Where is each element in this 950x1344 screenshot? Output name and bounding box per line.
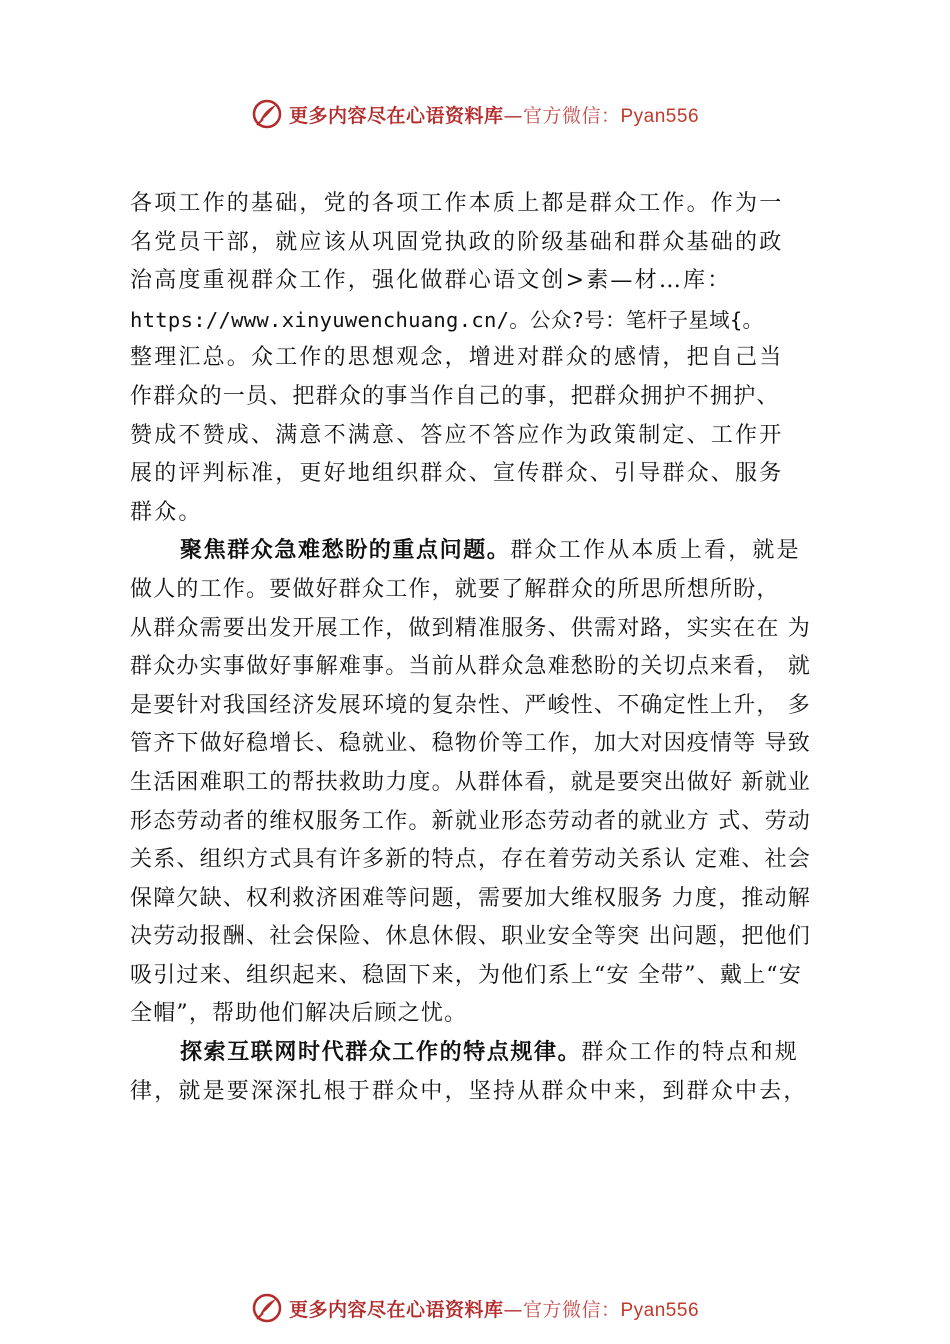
quill-logo-icon bbox=[251, 98, 283, 130]
text-line: 生活困难职工的帮扶救助力度。从群体看，就是要突出做好 新就业 bbox=[130, 769, 811, 795]
text-line: 做人的工作。要做好群众工作，就要了解群众的所思所想所盼， bbox=[130, 576, 780, 602]
text-line: 关系、组织方式具有许多新的特点，存在着劳动关系认 定难、社会 bbox=[130, 847, 811, 873]
text-line: 作群众的一员、把群众的事当作自己的事，把群众拥护不拥护、 bbox=[130, 383, 780, 409]
text-line: 从群众需要出发开展工作，做到精准服务、供需对路，实实在在 为 bbox=[130, 615, 811, 641]
text-line: 律，就是要深深扎根于群众中，坚持从群众中来，到群众中去， bbox=[130, 1078, 808, 1104]
text-line: 展的评判标准，更好地组织群众、宣传群众、引导群众、服务 bbox=[130, 461, 784, 487]
text-fragment: 群众工作的特点和规 bbox=[581, 1040, 800, 1066]
text-line: 名党员干部，就应该从巩固党执政的阶级基础和群众基础的政 bbox=[130, 229, 784, 255]
text-line: 全帽”，帮助他们解决后顾之忧。 bbox=[130, 1001, 468, 1027]
text-line: 群众。 bbox=[130, 499, 203, 525]
banner-text: 更多内容尽在心语资料库—官方微信：Pyan556 bbox=[288, 1298, 700, 1321]
header-banner bbox=[0, 94, 950, 134]
text-line: 各项工作的基础，党的各项工作本质上都是群众工作。作为一 bbox=[130, 191, 784, 216]
text-line: 管齐下做好稳增长、稳就业、稳物价等工作，加大对因疫情等 导致 bbox=[130, 731, 811, 757]
quill-logo-icon bbox=[251, 1292, 283, 1324]
text-line: 治高度重视群众工作，强化做群心语文创>素—材…库： bbox=[130, 268, 732, 294]
text-line: 吸引过来、组织起来、稳固下来，为他们系上“安 全带”、戴上“安 bbox=[130, 962, 802, 988]
text-line: 决劳动报酬、社会保险、休息休假、职业安全等突 出问题，把他们 bbox=[130, 924, 811, 950]
paragraph-start bbox=[130, 532, 858, 571]
footer-banner bbox=[0, 1288, 950, 1328]
text-line: 整理汇总。众工作的思想观念，增进对群众的感情，把自己当 bbox=[130, 345, 784, 371]
document-body bbox=[130, 185, 858, 1111]
text-fragment: 群众工作从本质上看，就是 bbox=[510, 538, 801, 564]
section-heading: 聚焦群众急难愁盼的重点问题。 bbox=[180, 538, 511, 564]
text-line-url: https://www.xinyuwenchuang.cn/。公众?号：笔杆子星域{。 bbox=[130, 307, 764, 332]
text-line: 群众办实事做好事解难事。当前从群众急难愁盼的关切点来看， 就 bbox=[130, 654, 811, 680]
text-line: 是要针对我国经济发展环境的复杂性、严峻性、不确定性上升， 多 bbox=[130, 692, 811, 718]
text-line: 赞成不赞成、满意不满意、答应不答应作为政策制定、工作开 bbox=[130, 422, 784, 448]
banner-text: 更多内容尽在心语资料库—官方微信：Pyan556 bbox=[288, 104, 700, 127]
text-line: 形态劳动者的维权服务工作。新就业形态劳动者的就业方 式、劳动 bbox=[130, 808, 811, 834]
paragraph-start bbox=[130, 1034, 858, 1073]
section-heading: 探索互联网时代群众工作的特点规律。 bbox=[180, 1040, 582, 1066]
text-line: 保障欠缺、权利救济困难等问题，需要加大维权服务 力度，推动解 bbox=[130, 885, 811, 911]
